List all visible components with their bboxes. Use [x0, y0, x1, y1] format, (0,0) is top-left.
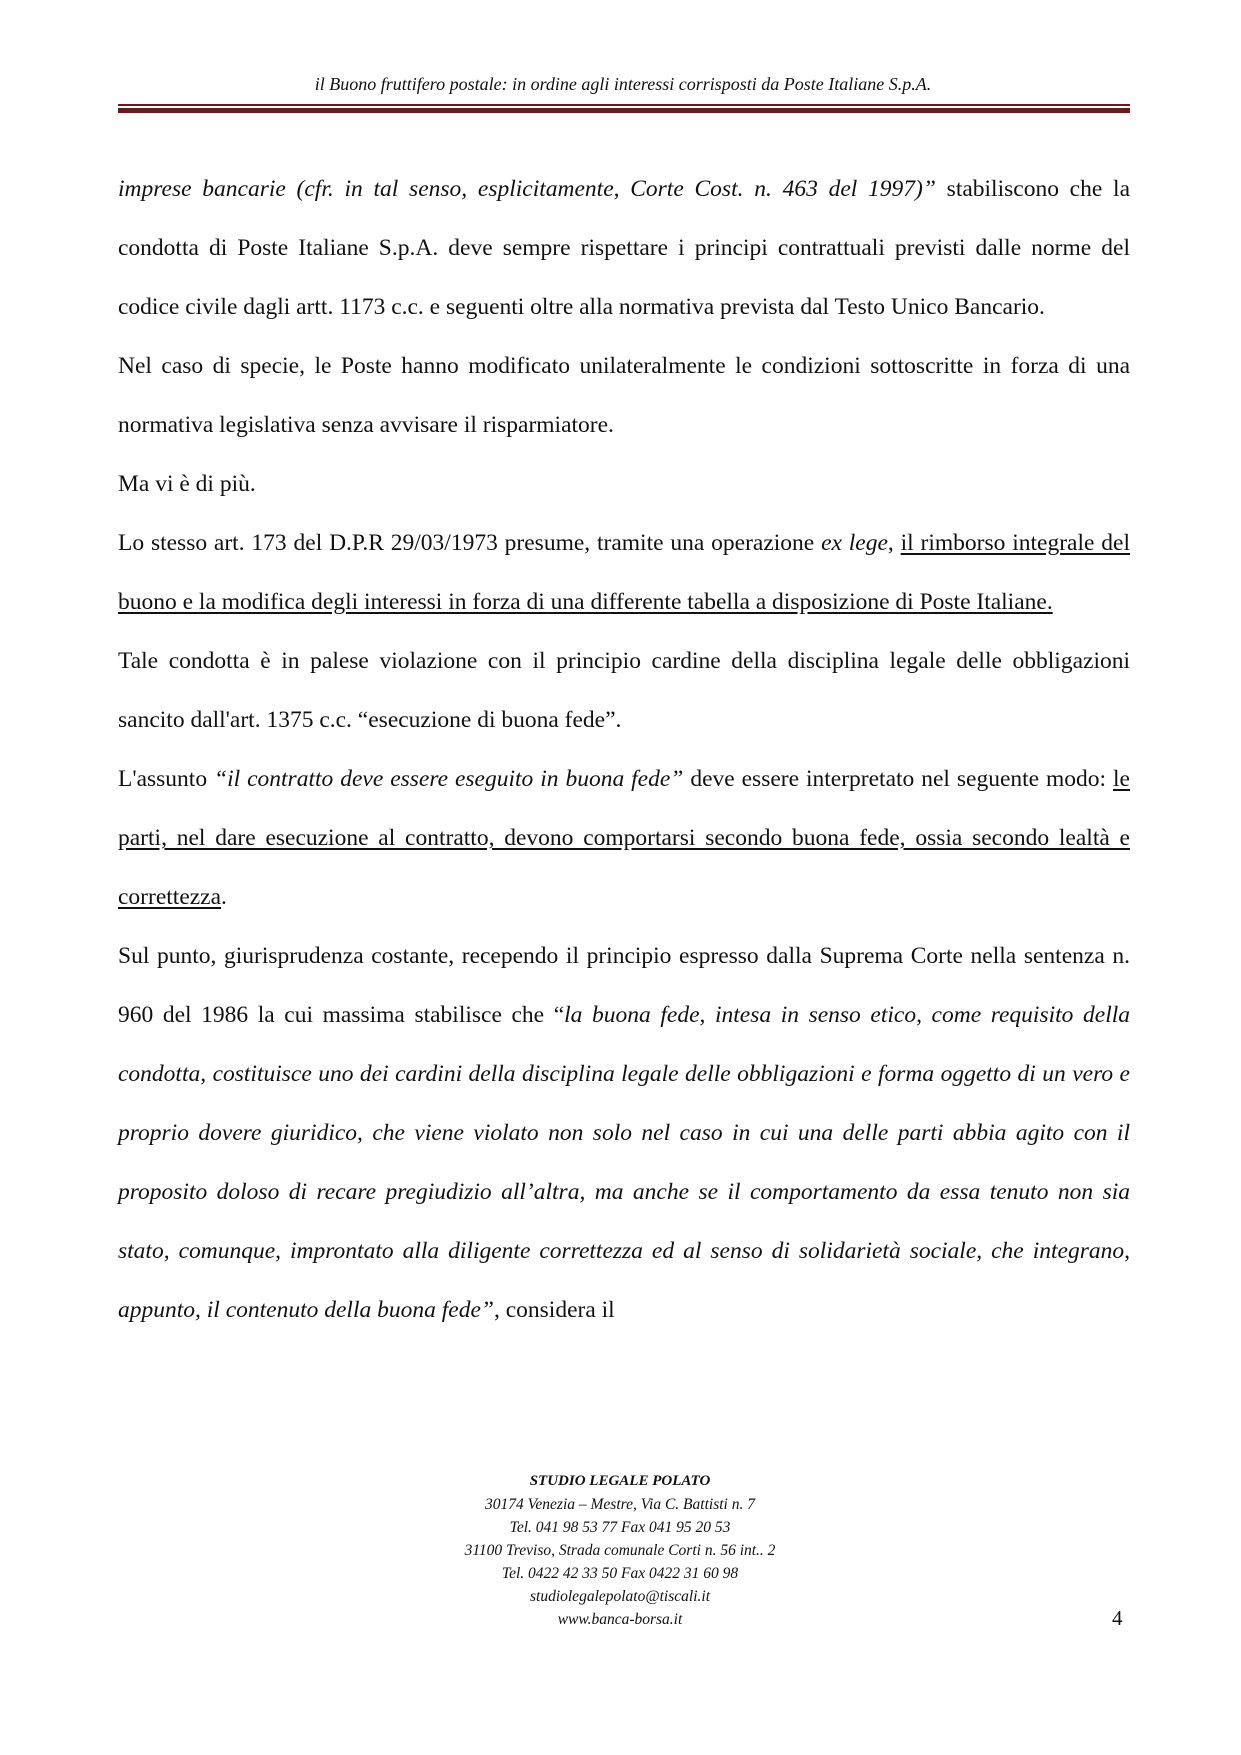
ex-lege-term: ex lege	[821, 530, 888, 556]
header-rule-thin	[118, 104, 1130, 106]
paragraph-1: imprese bancarie (cfr. in tal senso, esplicitamente, Corte Cost. n. 463 del 1997)” stabiliscono che la condotta di Poste Italiane S.p.A. deve sempre rispettare i principi contrattuali previsti dalle norme del codice civile dagli artt. 1173 c.c. e seguenti oltre alla normativa prevista dal Testo Unico Bancario.	[118, 176, 1130, 320]
running-header: il Buono fruttifero postale: in ordine agli interessi corrisposti da Poste Italiane S.p.A.	[314, 74, 932, 94]
paragraph-6: L'assunto “il contratto deve essere eseguito in buona fede” deve essere interpretato nel seguente modo: le parti, nel dare esecuzione al contratto, devono comportarsi secondo buona fede, ossia secondo lealtà e correttezza.	[118, 766, 1130, 910]
underlined-interpretation: le parti, nel dare esecuzione al contratto, devono comportarsi secondo buona fede, ossia secondo lealtà e correttezza	[118, 766, 1130, 910]
quoted-principle: “il contratto deve essere eseguito in buona fede”	[214, 766, 684, 792]
header-rule-thick	[118, 108, 1130, 113]
website: www.banca-borsa.it	[557, 1611, 683, 1628]
citation-text: imprese bancarie (cfr. in tal senso, esplicitamente, Corte Cost. n. 463 del 1997)”	[118, 176, 936, 202]
paragraph-7: Sul punto, giurisprudenza costante, recependo il principio espresso dalla Suprema Corte nella sentenza n. 960 del 1986 la cui massima stabilisce che “la buona fede, intesa in senso etico, come requisito della condotta, costituisce uno dei cardini della disciplina legale delle obbligazioni e forma oggetto di un vero e proprio dovere giuridico, che viene violato non solo nel caso in cui una delle parti abbia agito con il proposito doloso di recare pregiudizio all’altra, ma anche se il comportamento da essa tenuto non sia stato, comunque, improntato alla diligente correttezza ed al senso di solidarietà sociale, che integrano, appunto, il contenuto della buona fede”, considera il	[118, 943, 1130, 1323]
phone-treviso: Tel. 0422 42 33 50 Fax 0422 31 60 98	[501, 1565, 739, 1582]
paragraph-4: Lo stesso art. 173 del D.P.R 29/03/1973 presume, tramite una operazione ex lege, il rimborso integrale del buono e la modifica degli interessi in forza di una differente tabella a disposizione di Poste Italiane.	[118, 530, 1130, 615]
paragraph-2: Nel caso di specie, le Poste hanno modificato unilateralmente le condizioni sottoscritte in forza di una normativa legislativa senza avvisare il risparmiatore.	[118, 353, 1130, 438]
paragraph-3: Ma vi è di più.	[118, 471, 256, 497]
address-treviso: 31100 Treviso, Strada comunale Corti n. 56 int.. 2	[464, 1542, 776, 1559]
paragraph-5: Tale condotta è in palese violazione con il principio cardine della disciplina legale delle obbligazioni sancito dall'art. 1375 c.c. “esecuzione di buona fede”.	[118, 648, 1130, 733]
page-number: 4	[1112, 1606, 1123, 1630]
underlined-statement: il rimborso integrale del buono e la modifica degli interessi in forza di una differente tabella a disposizione di Poste Italiane.	[118, 530, 1130, 615]
document-body	[118, 160, 1130, 1340]
phone-venezia: Tel. 041 98 53 77 Fax 041 95 20 53	[509, 1519, 731, 1536]
footer	[420, 1470, 820, 1631]
court-maxim-quote: la buona fede, intesa in senso etico, come requisito della condotta, costituisce uno dei cardini della disciplina legale delle obbligazioni e forma oggetto di un vero e proprio dovere giuridico, che viene violato non solo nel caso in cui una delle parti abbia agito con il proposito doloso di recare pregiudizio all’altra, ma anche se il comportamento da essa tenuto non sia stato, comunque, improntato alla diligente correttezza ed al senso di solidarietà sociale, che integrano, appunto, il contenuto della buona fede”	[118, 1002, 1130, 1323]
firm-name: STUDIO LEGALE POLATO	[529, 1473, 711, 1489]
address-venezia: 30174 Venezia – Mestre, Via C. Battisti n. 7	[485, 1496, 755, 1513]
email-address: studiolegalepolato@tiscali.it	[529, 1588, 710, 1605]
